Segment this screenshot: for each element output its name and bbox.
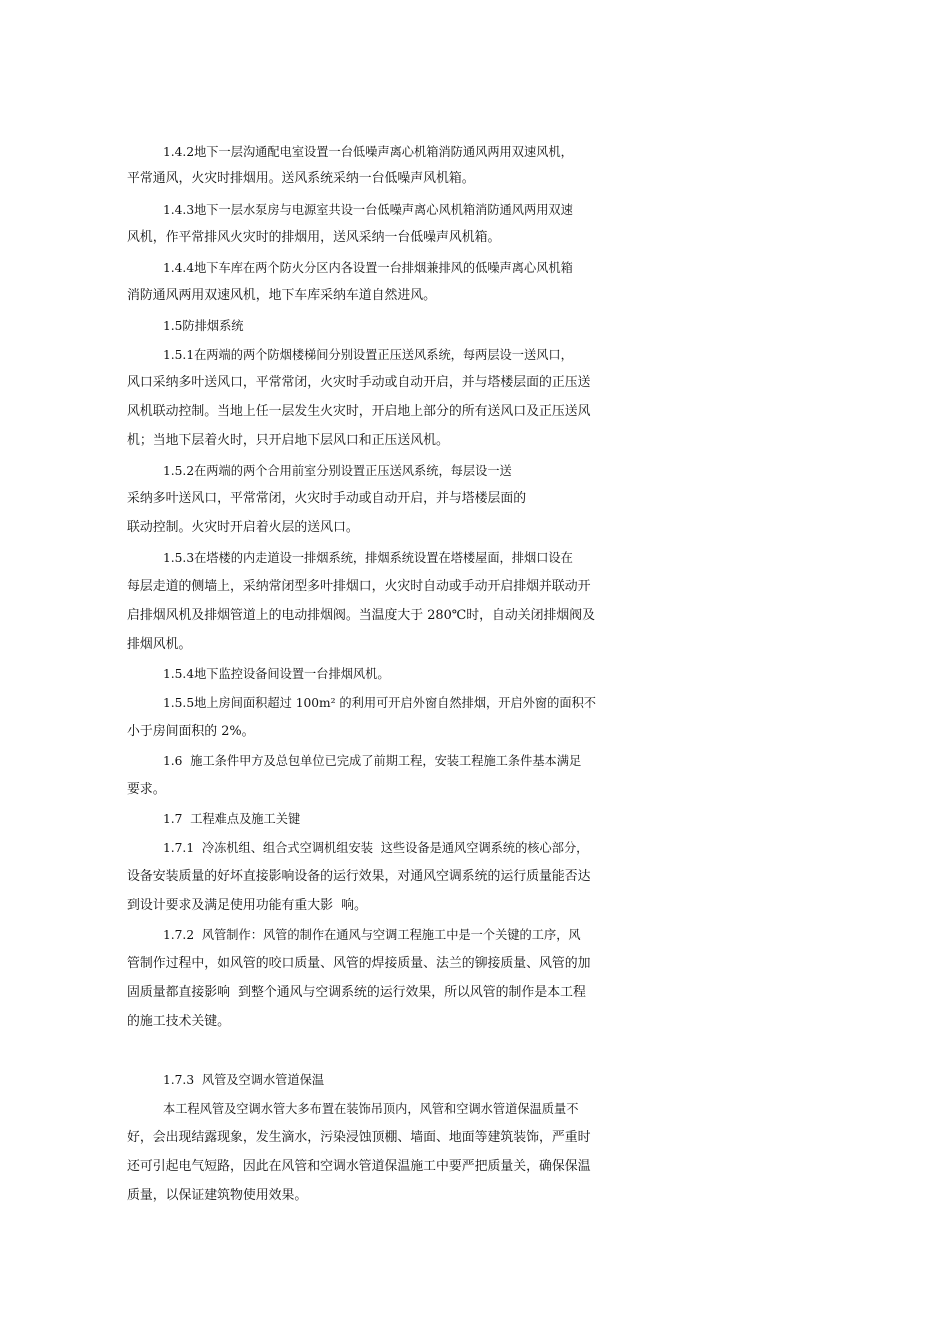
text-line: 每层走道的侧墙上，采纳常闭型多叶排烟口，火灾时自动或手动开启排烟并联动开: [127, 579, 591, 594]
text-line: 1.7.2 风管制作：风管的制作在通风与空调工程施工中是一个关键的工序，风: [163, 928, 581, 942]
text-line: 的施工技术关键。: [127, 1014, 231, 1029]
text-line: 机；当地下层着火时，只开启地下层风口和正压送风机。: [127, 433, 449, 448]
text-line: 1.5.2在两端的两个合用前室分别设置正压送风系统，每层设一送: [163, 464, 512, 478]
text-line: 启排烟风机及排烟管道上的电动排烟阀。当温度大于 280℃时，自动关闭排烟阀及: [127, 608, 595, 623]
section-heading: 1.5防排烟系统: [163, 319, 244, 333]
text-line: 平常通风，火灾时排烟用。送风系统采纳一台低噪声风机箱。: [127, 171, 475, 186]
text-line: 本工程风管及空调水管大多布置在装饰吊顶内，风管和空调水管道保温质量不: [163, 1102, 579, 1116]
text-line: 1.4.2地下一层沟通配电室设置一台低噪声离心机箱消防通风两用双速风机，: [163, 145, 573, 159]
text-line: 1.4.4地下车库在两个防火分区内各设置一台排烟兼排风的低噪声离心风机箱: [163, 261, 573, 275]
text-line: 要求。: [127, 782, 166, 797]
text-line: 管制作过程中，如风管的咬口质量、风管的焊接质量、法兰的铆接质量、风管的加: [127, 956, 591, 971]
text-line: 1.5.5地上房间面积超过 100m² 的利用可开启外窗自然排烟，开启外窗的面积不: [163, 696, 597, 710]
text-line: 风机，作平常排风火灾时的排烟用，送风采纳一台低噪声风机箱。: [127, 230, 501, 245]
text-line: 风口采纳多叶送风口，平常常闭，火灾时手动或自动开启，并与塔楼层面的正压送: [127, 375, 591, 390]
section-heading: 1.7.3 风管及空调水管道保温: [163, 1073, 325, 1087]
text-line: 1.5.4地下监控设备间设置一台排烟风机。: [163, 667, 390, 681]
text-line: 消防通风两用双速风机，地下车库采纳车道自然进风。: [127, 288, 437, 303]
text-line: 采纳多叶送风口，平常常闭，火灾时手动或自动开启，并与塔楼层面的: [127, 491, 527, 506]
text-line: 1.6 施工条件甲方及总包单位已完成了前期工程，安装工程施工条件基本满足: [163, 754, 582, 768]
text-line: 设备安装质量的好坏直接影响设备的运行效果，对通风空调系统的运行质量能否达: [127, 869, 591, 884]
text-line: 1.5.1在两端的两个防烟楼梯间分别设置正压送风系统，每两层设一送风口，: [163, 348, 573, 362]
text-line: 好，会出现结露现象，发生滴水，污染浸蚀顶棚、墙面、地面等建筑装饰，严重时: [127, 1130, 591, 1145]
section-heading: 1.7 工程难点及施工关键: [163, 812, 301, 826]
text-line: 1.7.1 冷冻机组、组合式空调机组安装 这些设备是通风空调系统的核心部分，: [163, 841, 589, 855]
text-line: 1.4.3地下一层水泵房与电源室共设一台低噪声离心风机箱消防通风两用双速: [163, 203, 573, 217]
text-line: 质量，以保证建筑物使用效果。: [127, 1188, 308, 1203]
text-line: 固质量都直接影响 到整个通风与空调系统的运行效果，所以风管的制作是本工程: [127, 985, 586, 1000]
text-line: 1.5.3在塔楼的内走道设一排烟系统，排烟系统设置在塔楼屋面，排烟口设在: [163, 551, 573, 565]
text-line: 还可引起电气短路，因此在风管和空调水管道保温施工中要严把质量关，确保保温: [127, 1159, 591, 1174]
text-line: 小于房间面积的 2%。: [127, 724, 255, 739]
text-line: 排烟风机。: [127, 637, 192, 652]
text-line: 联动控制。火灾时开启着火层的送风口。: [127, 520, 359, 535]
text-line: 到设计要求及满足使用功能有重大影 响。: [127, 898, 367, 913]
text-line: 风机联动控制。当地上任一层发生火灾时，开启地上部分的所有送风口及正压送风: [127, 404, 591, 419]
